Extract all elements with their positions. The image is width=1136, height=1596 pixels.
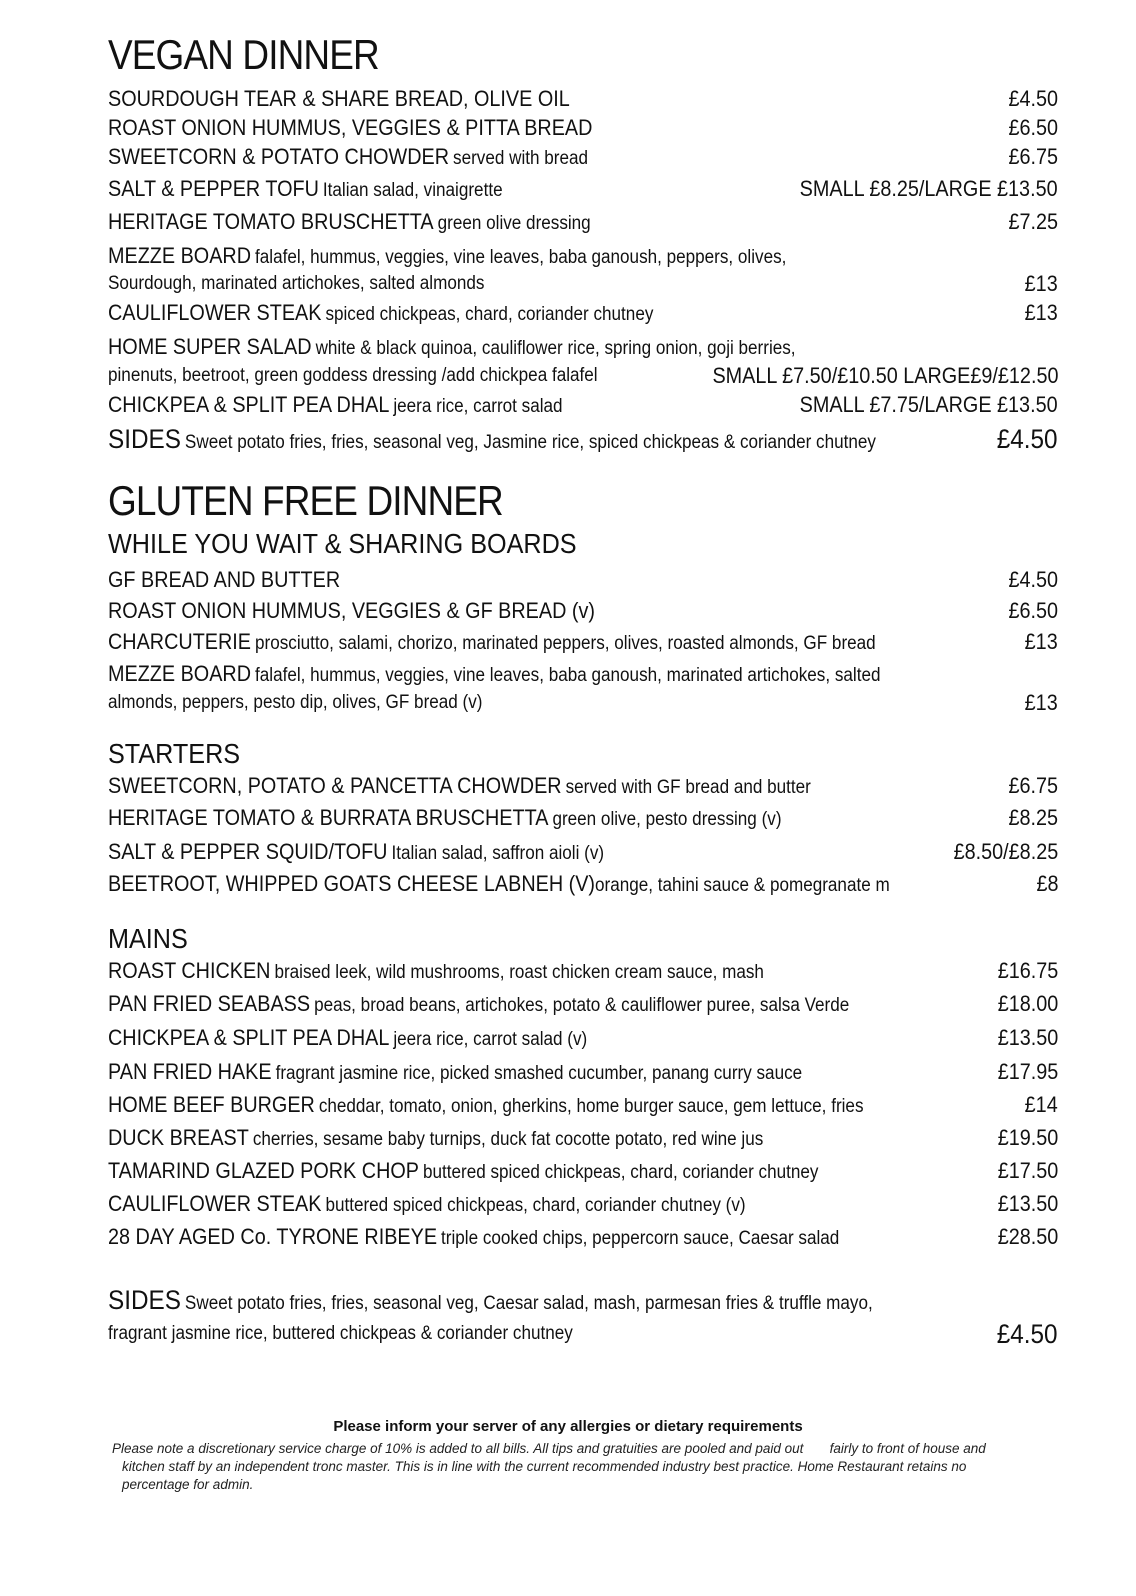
item-price: £8.25 bbox=[1008, 805, 1058, 830]
item-description: spiced chickpeas, chard, coriander chutney bbox=[325, 304, 654, 325]
menu-item bbox=[108, 660, 1058, 688]
menu-item bbox=[108, 566, 1058, 594]
menu-item bbox=[108, 114, 1058, 142]
menu-item-continued bbox=[108, 689, 1058, 717]
menu-item bbox=[108, 1157, 1058, 1185]
item-price: £4.50 bbox=[1008, 567, 1058, 592]
item-description: cherries, sesame baby turnips, duck fat cocotte potato, red wine jus bbox=[252, 1129, 764, 1150]
menu-item bbox=[108, 242, 1058, 270]
item-name: SWEETCORN & POTATO CHOWDER bbox=[108, 144, 450, 169]
item-name: HOME BEEF BURGER bbox=[108, 1092, 315, 1117]
item-name: CHICKPEA & SPLIT PEA DHAL bbox=[108, 392, 390, 417]
item-description: falafel, hummus, veggies, vine leaves, baba ganoush, peppers, olives, bbox=[255, 247, 787, 268]
item-price: SMALL £8.25/LARGE £13.50 bbox=[800, 176, 1058, 201]
item-name: SALT & PEPPER TOFU bbox=[108, 176, 319, 201]
item-price: £16.75 bbox=[997, 958, 1058, 983]
sides-description: Sweet potato fries, fries, seasonal veg, Caesar salad, mash, parmesan fries & truffle mayo, bbox=[184, 1293, 873, 1314]
item-price: £7.25 bbox=[1008, 209, 1058, 234]
menu-item bbox=[108, 175, 1058, 203]
service-charge-note bbox=[112, 1440, 1052, 1494]
menu-item-continued bbox=[108, 362, 1058, 390]
service-charge-line: Please note a discretionary service charge of 10% is added to all bills. All tips and gratuities are pooled and paid out fairly to front of house and bbox=[112, 1441, 986, 1456]
item-name: CHARCUTERIE bbox=[108, 629, 252, 654]
item-name: SOURDOUGH TEAR & SHARE BREAD, OLIVE OIL bbox=[108, 86, 570, 111]
item-description: fragrant jasmine rice, picked smashed cucumber, panang curry sauce bbox=[275, 1063, 803, 1084]
item-description: served with GF bread and butter bbox=[565, 777, 811, 798]
item-description: pinenuts, beetroot, green goddess dressing /add chickpea falafel bbox=[108, 365, 598, 386]
sides-label: SIDES bbox=[108, 424, 181, 454]
item-name: ROAST CHICKEN bbox=[108, 958, 271, 983]
item-description: green olive, pesto dressing (v) bbox=[552, 809, 782, 830]
mains-heading: MAINS bbox=[108, 923, 188, 954]
item-price: £13.50 bbox=[997, 1025, 1058, 1050]
item-name: ROAST ONION HUMMUS, VEGGIES & PITTA BREAD bbox=[108, 115, 593, 140]
sides-price: £4.50 bbox=[997, 424, 1058, 454]
item-name: MEZZE BOARD bbox=[108, 661, 252, 686]
menu-item bbox=[108, 1091, 1058, 1119]
menu-item bbox=[108, 990, 1058, 1018]
item-description: orange, tahini sauce & pomegranate m bbox=[595, 875, 890, 896]
menu-item bbox=[108, 1024, 1058, 1052]
menu-item bbox=[108, 391, 1058, 419]
sides-description: fragrant jasmine rice, buttered chickpeas & coriander chutney bbox=[108, 1323, 573, 1344]
menu-item bbox=[108, 772, 1058, 800]
item-name: GF BREAD AND BUTTER bbox=[108, 567, 341, 592]
menu-item bbox=[108, 1058, 1058, 1086]
item-name: PAN FRIED HAKE bbox=[108, 1059, 272, 1084]
item-name: BEETROOT, WHIPPED GOATS CHEESE LABNEH (V) bbox=[108, 871, 596, 896]
item-price: £13 bbox=[1024, 271, 1058, 296]
item-price: £17.95 bbox=[997, 1059, 1058, 1084]
item-price: £6.75 bbox=[1008, 773, 1058, 798]
item-price: SMALL £7.50/£10.50 LARGE£9/£12.50 bbox=[711, 363, 1058, 388]
menu-item bbox=[108, 870, 1058, 898]
item-description: prosciutto, salami, chorizo, marinated peppers, olives, roasted almonds, GF bread bbox=[255, 633, 876, 654]
item-description: jeera rice, carrot salad bbox=[393, 396, 563, 417]
item-price: SMALL £7.75/LARGE £13.50 bbox=[800, 392, 1058, 417]
item-price: £14 bbox=[1024, 1092, 1058, 1117]
menu-item bbox=[108, 143, 1058, 171]
menu-item-continued bbox=[108, 270, 1058, 298]
item-price: £6.75 bbox=[1008, 144, 1058, 169]
item-price: £13 bbox=[1024, 629, 1058, 654]
item-description: peas, broad beans, artichokes, potato & cauliflower puree, salsa Verde bbox=[314, 995, 850, 1016]
menu-item bbox=[108, 838, 1058, 866]
item-description: almonds, peppers, pesto dip, olives, GF bread (v) bbox=[108, 692, 483, 713]
menu-item bbox=[108, 208, 1058, 236]
menu-item bbox=[108, 597, 1058, 625]
item-name: CAULIFLOWER STEAK bbox=[108, 300, 322, 325]
menu-item bbox=[108, 333, 1058, 361]
menu-item bbox=[108, 804, 1058, 832]
item-price: £4.50 bbox=[1008, 86, 1058, 111]
item-name: CAULIFLOWER STEAK bbox=[108, 1191, 322, 1216]
gluten-free-dinner-title: GLUTEN FREE DINNER bbox=[108, 477, 503, 524]
menu-item bbox=[108, 1190, 1058, 1218]
item-description: buttered spiced chickpeas, chard, coriander chutney bbox=[422, 1162, 819, 1183]
item-description: falafel, hummus, veggies, vine leaves, baba ganoush, marinated artichokes, salted bbox=[255, 665, 881, 686]
item-name: CHICKPEA & SPLIT PEA DHAL bbox=[108, 1025, 390, 1050]
item-description: triple cooked chips, peppercorn sauce, Caesar salad bbox=[441, 1228, 840, 1249]
item-price: £13 bbox=[1024, 300, 1058, 325]
item-name: 28 DAY AGED Co. TYRONE RIBEYE bbox=[108, 1224, 438, 1249]
item-price: £17.50 bbox=[997, 1158, 1058, 1183]
item-description: braised leek, wild mushrooms, roast chicken cream sauce, mash bbox=[274, 962, 764, 983]
item-price: £19.50 bbox=[997, 1125, 1058, 1150]
item-description: Italian salad, vinaigrette bbox=[322, 180, 503, 201]
item-price: £6.50 bbox=[1008, 115, 1058, 140]
sharing-boards-heading: WHILE YOU WAIT & SHARING BOARDS bbox=[108, 528, 577, 559]
allergy-notice: Please inform your server of any allergies or dietary requirements bbox=[333, 1418, 803, 1435]
item-name: TAMARIND GLAZED PORK CHOP bbox=[108, 1158, 419, 1183]
item-price: £8 bbox=[1035, 871, 1058, 896]
item-description: Italian salad, saffron aioli (v) bbox=[391, 843, 605, 864]
menu-item bbox=[108, 1223, 1058, 1251]
sides-description: Sweet potato fries, fries, seasonal veg, Jasmine rice, spiced chickpeas & coriander chutney bbox=[184, 432, 876, 453]
sides-line-continued bbox=[108, 1318, 1058, 1350]
item-description: jeera rice, carrot salad (v) bbox=[393, 1029, 588, 1050]
item-name: DUCK BREAST bbox=[108, 1125, 249, 1150]
sides-price: £4.50 bbox=[997, 1319, 1058, 1349]
item-description: white & black quinoa, cauliflower rice, spring onion, goji berries, bbox=[315, 338, 796, 359]
sides-line bbox=[108, 423, 1058, 455]
item-price: £13 bbox=[1024, 690, 1058, 715]
item-name: PAN FRIED SEABASS bbox=[108, 991, 311, 1016]
item-name: HOME SUPER SALAD bbox=[108, 334, 312, 359]
item-name: HERITAGE TOMATO & BURRATA BRUSCHETTA bbox=[108, 805, 549, 830]
item-description: cheddar, tomato, onion, gherkins, home burger sauce, gem lettuce, fries bbox=[318, 1096, 864, 1117]
item-price: £28.50 bbox=[997, 1224, 1058, 1249]
item-name: MEZZE BOARD bbox=[108, 243, 252, 268]
sides-line bbox=[108, 1284, 1058, 1316]
item-description: green olive dressing bbox=[437, 213, 591, 234]
item-price: £13.50 bbox=[997, 1191, 1058, 1216]
vegan-dinner-title: VEGAN DINNER bbox=[108, 31, 379, 78]
item-name: HERITAGE TOMATO BRUSCHETTA bbox=[108, 209, 434, 234]
menu-item bbox=[108, 85, 1058, 113]
item-price: £18.00 bbox=[997, 991, 1058, 1016]
item-description: buttered spiced chickpeas, chard, coriander chutney (v) bbox=[325, 1195, 746, 1216]
starters-heading: STARTERS bbox=[108, 738, 241, 769]
service-charge-line: kitchen staff by an independent tronc master. This is in line with the current recommended industry best practice. Home Restaurant retains no bbox=[122, 1459, 967, 1474]
menu-item bbox=[108, 957, 1058, 985]
menu-item bbox=[108, 299, 1058, 327]
item-price: £6.50 bbox=[1008, 598, 1058, 623]
menu-item bbox=[108, 628, 1058, 656]
item-description: served with bread bbox=[453, 148, 588, 169]
item-description: Sourdough, marinated artichokes, salted almonds bbox=[108, 273, 485, 294]
item-name: ROAST ONION HUMMUS, VEGGIES & GF BREAD (v) bbox=[108, 598, 595, 623]
menu-item bbox=[108, 1124, 1058, 1152]
service-charge-line: percentage for admin. bbox=[122, 1477, 254, 1492]
item-price: £8.50/£8.25 bbox=[953, 839, 1058, 864]
item-name: SWEETCORN, POTATO & PANCETTA CHOWDER bbox=[108, 773, 562, 798]
item-name: SALT & PEPPER SQUID/TOFU bbox=[108, 839, 388, 864]
sides-label: SIDES bbox=[108, 1285, 181, 1315]
